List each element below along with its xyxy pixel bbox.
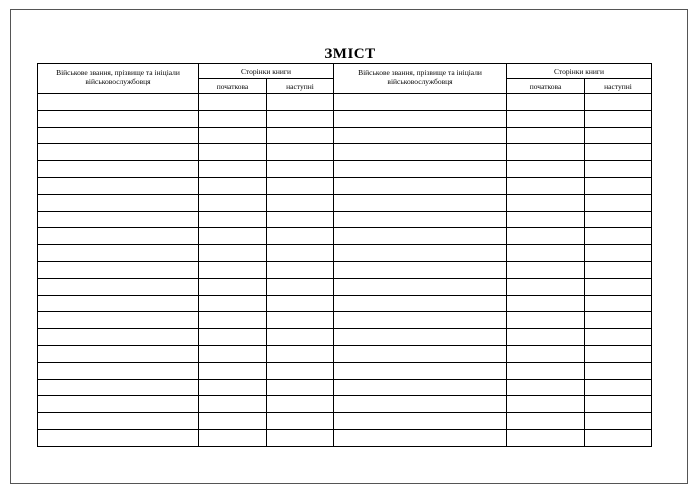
table-row bbox=[38, 312, 652, 329]
start-left-cell bbox=[199, 312, 267, 329]
start-right-cell bbox=[507, 110, 585, 127]
name-right-cell bbox=[334, 295, 507, 312]
header-next-right: наступні bbox=[585, 79, 652, 94]
name-right-cell bbox=[334, 127, 507, 144]
name-right-cell bbox=[334, 379, 507, 396]
header-start-right: початкова bbox=[507, 79, 585, 94]
table-row bbox=[38, 177, 652, 194]
header-start-left: початкова bbox=[199, 79, 267, 94]
start-right-cell bbox=[507, 379, 585, 396]
name-left-cell bbox=[38, 211, 199, 228]
next-left-cell bbox=[267, 278, 334, 295]
next-right-cell bbox=[585, 379, 652, 396]
start-left-cell bbox=[199, 177, 267, 194]
start-right-cell bbox=[507, 396, 585, 413]
next-right-cell bbox=[585, 144, 652, 161]
next-left-cell bbox=[267, 329, 334, 346]
name-right-cell bbox=[334, 261, 507, 278]
table-row bbox=[38, 144, 652, 161]
start-left-cell bbox=[199, 413, 267, 430]
start-left-cell bbox=[199, 429, 267, 446]
start-right-cell bbox=[507, 228, 585, 245]
name-right-cell bbox=[334, 211, 507, 228]
table-row bbox=[38, 345, 652, 362]
name-left-cell bbox=[38, 379, 199, 396]
name-left-cell bbox=[38, 127, 199, 144]
next-right-cell bbox=[585, 161, 652, 178]
start-left-cell bbox=[199, 228, 267, 245]
next-right-cell bbox=[585, 110, 652, 127]
header-name-left: Військове звання, прізвище та ініціали військовослужбовця bbox=[38, 64, 199, 94]
next-right-cell bbox=[585, 211, 652, 228]
start-left-cell bbox=[199, 261, 267, 278]
start-right-cell bbox=[507, 194, 585, 211]
name-left-cell bbox=[38, 177, 199, 194]
table-row bbox=[38, 194, 652, 211]
start-right-cell bbox=[507, 94, 585, 111]
name-left-cell bbox=[38, 429, 199, 446]
name-left-cell bbox=[38, 413, 199, 430]
start-left-cell bbox=[199, 94, 267, 111]
table-row bbox=[38, 127, 652, 144]
next-right-cell bbox=[585, 177, 652, 194]
start-left-cell bbox=[199, 127, 267, 144]
next-left-cell bbox=[267, 295, 334, 312]
table-header-row bbox=[38, 64, 652, 79]
contents-table bbox=[37, 63, 652, 447]
table-row bbox=[38, 161, 652, 178]
name-left-cell bbox=[38, 228, 199, 245]
start-right-cell bbox=[507, 295, 585, 312]
next-right-cell bbox=[585, 278, 652, 295]
start-right-cell bbox=[507, 312, 585, 329]
start-left-cell bbox=[199, 144, 267, 161]
next-right-cell bbox=[585, 362, 652, 379]
start-left-cell bbox=[199, 396, 267, 413]
start-left-cell bbox=[199, 194, 267, 211]
next-left-cell bbox=[267, 413, 334, 430]
next-left-cell bbox=[267, 161, 334, 178]
next-left-cell bbox=[267, 396, 334, 413]
start-left-cell bbox=[199, 329, 267, 346]
start-right-cell bbox=[507, 245, 585, 262]
next-right-cell bbox=[585, 94, 652, 111]
start-left-cell bbox=[199, 110, 267, 127]
name-right-cell bbox=[334, 245, 507, 262]
name-right-cell bbox=[334, 161, 507, 178]
next-left-cell bbox=[267, 94, 334, 111]
name-left-cell bbox=[38, 312, 199, 329]
name-left-cell bbox=[38, 161, 199, 178]
start-right-cell bbox=[507, 261, 585, 278]
start-right-cell bbox=[507, 161, 585, 178]
start-left-cell bbox=[199, 245, 267, 262]
start-left-cell bbox=[199, 161, 267, 178]
next-right-cell bbox=[585, 261, 652, 278]
next-left-cell bbox=[267, 211, 334, 228]
next-left-cell bbox=[267, 312, 334, 329]
name-left-cell bbox=[38, 295, 199, 312]
next-left-cell bbox=[267, 362, 334, 379]
table-row bbox=[38, 94, 652, 111]
name-right-cell bbox=[334, 413, 507, 430]
start-right-cell bbox=[507, 278, 585, 295]
header-name-right: Військове звання, прізвище та ініціали військовослужбовця bbox=[334, 64, 507, 94]
next-left-cell bbox=[267, 245, 334, 262]
table-row bbox=[38, 278, 652, 295]
name-right-cell bbox=[334, 429, 507, 446]
start-left-cell bbox=[199, 295, 267, 312]
start-left-cell bbox=[199, 278, 267, 295]
next-left-cell bbox=[267, 379, 334, 396]
next-left-cell bbox=[267, 261, 334, 278]
name-right-cell bbox=[334, 94, 507, 111]
next-right-cell bbox=[585, 245, 652, 262]
name-left-cell bbox=[38, 329, 199, 346]
name-right-cell bbox=[334, 329, 507, 346]
name-right-cell bbox=[334, 362, 507, 379]
start-left-cell bbox=[199, 362, 267, 379]
next-right-cell bbox=[585, 345, 652, 362]
name-left-cell bbox=[38, 245, 199, 262]
next-left-cell bbox=[267, 177, 334, 194]
document-title: ЗМІСТ bbox=[324, 46, 376, 62]
next-right-cell bbox=[585, 127, 652, 144]
name-left-cell bbox=[38, 110, 199, 127]
next-left-cell bbox=[267, 127, 334, 144]
start-right-cell bbox=[507, 127, 585, 144]
table-row bbox=[38, 329, 652, 346]
header-next-left: наступні bbox=[267, 79, 334, 94]
table-row bbox=[38, 379, 652, 396]
table-row bbox=[38, 413, 652, 430]
start-left-cell bbox=[199, 379, 267, 396]
next-right-cell bbox=[585, 429, 652, 446]
header-pages-left: Сторінки книги bbox=[199, 64, 334, 79]
name-left-cell bbox=[38, 261, 199, 278]
next-left-cell bbox=[267, 144, 334, 161]
next-right-cell bbox=[585, 396, 652, 413]
start-right-cell bbox=[507, 413, 585, 430]
name-left-cell bbox=[38, 345, 199, 362]
name-right-cell bbox=[334, 312, 507, 329]
table-row bbox=[38, 295, 652, 312]
name-right-cell bbox=[334, 345, 507, 362]
start-right-cell bbox=[507, 177, 585, 194]
next-right-cell bbox=[585, 329, 652, 346]
name-left-cell bbox=[38, 194, 199, 211]
header-pages-right: Сторінки книги bbox=[507, 64, 652, 79]
name-right-cell bbox=[334, 110, 507, 127]
start-right-cell bbox=[507, 211, 585, 228]
next-right-cell bbox=[585, 295, 652, 312]
next-left-cell bbox=[267, 194, 334, 211]
name-right-cell bbox=[334, 278, 507, 295]
table-row bbox=[38, 261, 652, 278]
name-left-cell bbox=[38, 144, 199, 161]
start-right-cell bbox=[507, 362, 585, 379]
next-left-cell bbox=[267, 110, 334, 127]
next-right-cell bbox=[585, 413, 652, 430]
start-right-cell bbox=[507, 329, 585, 346]
next-left-cell bbox=[267, 429, 334, 446]
name-right-cell bbox=[334, 177, 507, 194]
next-right-cell bbox=[585, 228, 652, 245]
start-right-cell bbox=[507, 429, 585, 446]
table-row bbox=[38, 429, 652, 446]
table-row bbox=[38, 362, 652, 379]
next-left-cell bbox=[267, 345, 334, 362]
table-body bbox=[38, 94, 652, 447]
table-row bbox=[38, 228, 652, 245]
start-right-cell bbox=[507, 345, 585, 362]
next-left-cell bbox=[267, 228, 334, 245]
table-row bbox=[38, 245, 652, 262]
name-right-cell bbox=[334, 144, 507, 161]
name-left-cell bbox=[38, 396, 199, 413]
start-left-cell bbox=[199, 345, 267, 362]
next-right-cell bbox=[585, 194, 652, 211]
name-right-cell bbox=[334, 194, 507, 211]
start-left-cell bbox=[199, 211, 267, 228]
start-right-cell bbox=[507, 144, 585, 161]
name-left-cell bbox=[38, 278, 199, 295]
table-row bbox=[38, 110, 652, 127]
name-left-cell bbox=[38, 362, 199, 379]
name-right-cell bbox=[334, 228, 507, 245]
table-row bbox=[38, 396, 652, 413]
name-left-cell bbox=[38, 94, 199, 111]
next-right-cell bbox=[585, 312, 652, 329]
name-right-cell bbox=[334, 396, 507, 413]
table-row bbox=[38, 211, 652, 228]
